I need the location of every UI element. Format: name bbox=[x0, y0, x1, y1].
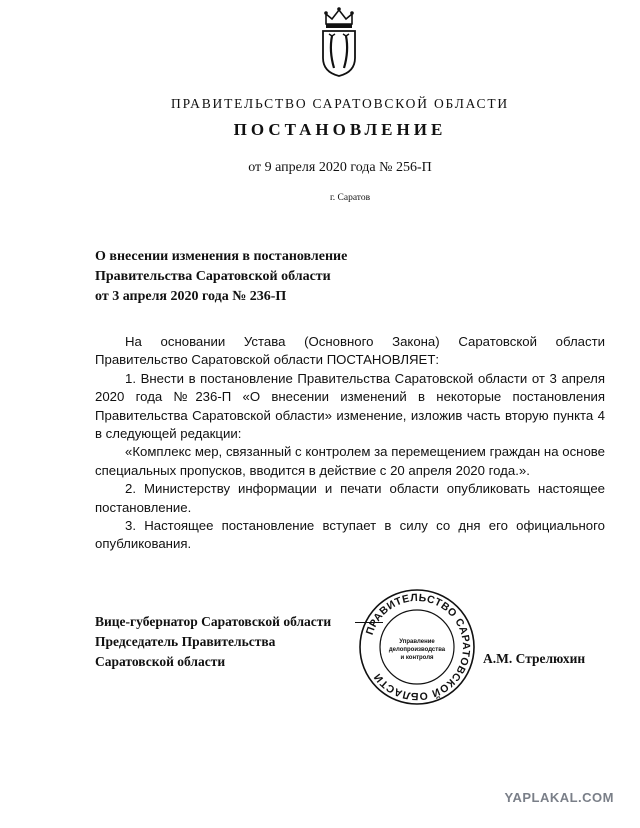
stamp-inner-text: делопроизводства bbox=[388, 647, 446, 653]
stamp-inner-text: и контроля bbox=[400, 655, 434, 661]
subject-line: Правительства Саратовской области bbox=[95, 269, 331, 284]
document-type: ПОСТАНОВЛЕНИЕ bbox=[233, 120, 447, 139]
signer-name: А.М. Стрелюхин bbox=[483, 651, 586, 666]
stamp-ring-text: ПРАВИТЕЛЬСТВО САРАТОВСКОЙ ОБЛАСТИ bbox=[363, 591, 473, 703]
subject-line: от 3 апреля 2020 года № 236-П bbox=[95, 289, 287, 304]
body-paragraph: На основании Устава (Основного Закона) Саратовской области Правительство Саратовской области ПОСТАНОВЛЯЕТ: bbox=[95, 334, 605, 368]
organization-name: ПРАВИТЕЛЬСТВО САРАТОВСКОЙ ОБЛАСТИ bbox=[171, 96, 509, 111]
body-paragraph: 2. Министерству информации и печати области опубликовать настоящее постановление. bbox=[95, 481, 605, 515]
document-subject bbox=[95, 247, 347, 307]
stamp-inner-text: Управление bbox=[399, 639, 435, 645]
document-date-number: от 9 апреля 2020 года № 256-П bbox=[248, 160, 432, 175]
official-stamp bbox=[358, 588, 476, 706]
signatory-position-line: Саратовской области bbox=[95, 654, 226, 669]
signatory-position bbox=[95, 612, 331, 672]
body-paragraph: «Комплекс мер, связанный с контролем за перемещением граждан на основе специальных пропусков, вводится в действие с 20 апреля 2020 года.». bbox=[95, 444, 605, 478]
signatory-position-line: Председатель Правительства bbox=[95, 634, 276, 649]
saratov-coat-of-arms-icon bbox=[318, 6, 360, 78]
body-paragraph: 1. Внести в постановление Правительства Саратовской области от 3 апреля 2020 года №236-П «О внесении изменений в некоторые постановления Правительства Саратовской области» изменение, изложив часть вторую пункта 4 в следующей редакции: bbox=[95, 370, 605, 442]
body-paragraph: 3. Настоящее постановление вступает в силу со дня его официального опубликования. bbox=[95, 518, 605, 552]
document-city: г. Саратов bbox=[329, 193, 371, 203]
watermark-text: YAPLAKAL.COM bbox=[504, 790, 614, 805]
signatory-position-line: Вице-губернатор Саратовской области bbox=[95, 614, 332, 629]
document-body bbox=[95, 333, 605, 554]
subject-line: О внесении изменения в постановление bbox=[95, 249, 348, 264]
